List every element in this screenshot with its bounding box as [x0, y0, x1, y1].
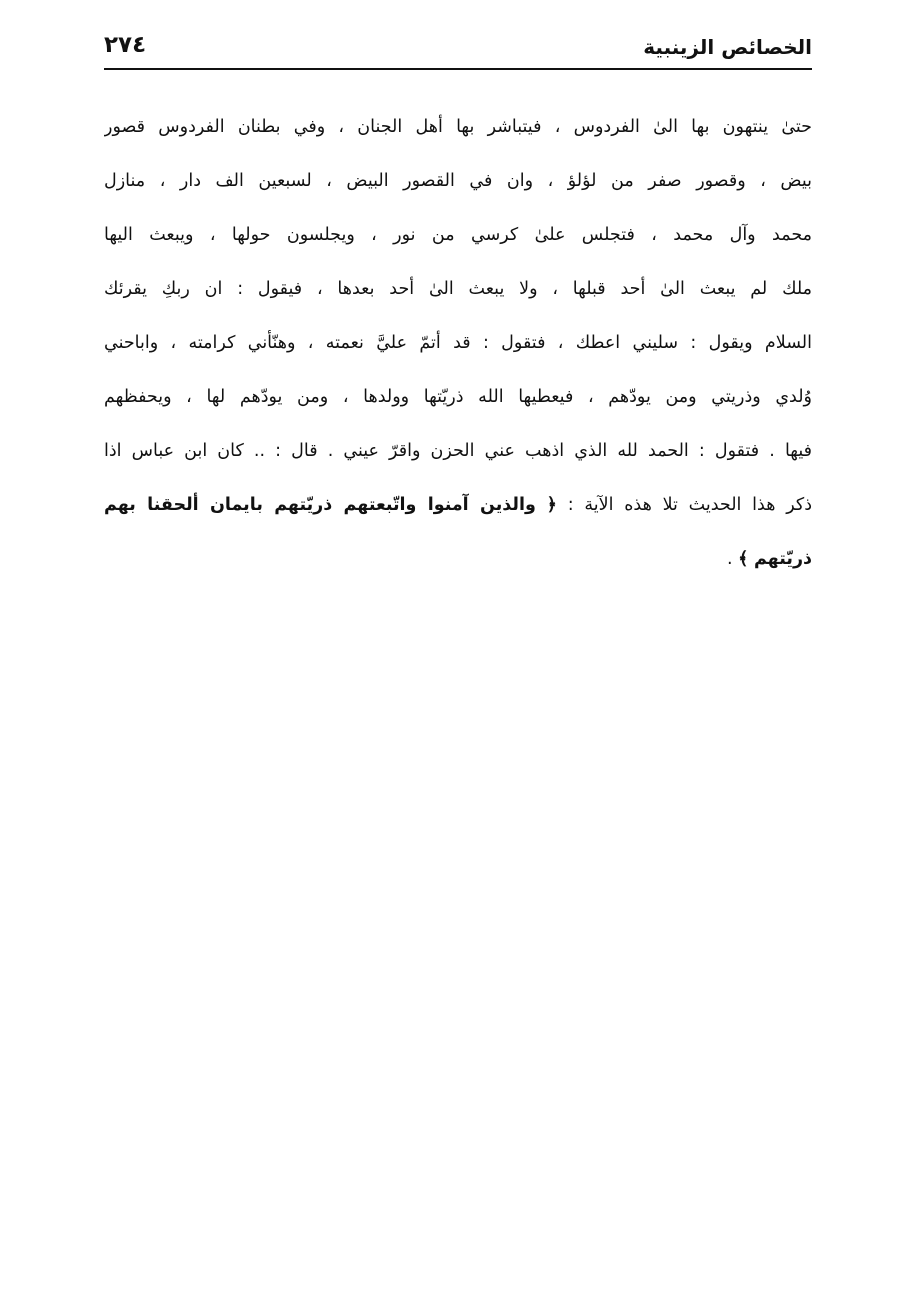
verse-intro: ذكر هذا الحديث تلا هذه الآية :: [567, 495, 812, 515]
quran-verse: والذين آمنوا واتّبعتهم ذريّتهم بايمان ألحقنا بهم: [104, 495, 536, 515]
text-line: فيها . فتقول : الحمد لله الذي اذهب عني الحزن واقرّ عيني . قال : .. كان ابن عباس اذا: [104, 441, 812, 461]
text-line: حتىٰ ينتهون بها الىٰ الفردوس ، فيتباشر بها أهل الجنان ، وفي بطنان الفردوس قصور: [104, 117, 812, 137]
page-number: ٢٧٤: [104, 32, 147, 58]
text-line: بيض ، وقصور صفر من لؤلؤ ، وان في القصور البيض ، لسبعين الف دار ، منازل: [104, 171, 812, 191]
text-line: محمد وآل محمد ، فتجلس علىٰ كرسي من نور ، ويجلسون حولها ، ويبعث اليها: [104, 225, 812, 245]
text-line: السلام ويقول : سليني اعطك ، فتقول : قد أتمّ عليَّ نعمته ، وهنّأني كرامته ، واباحني: [104, 333, 812, 353]
header-rule: [104, 68, 812, 70]
text-line: ملك لم يبعث الىٰ أحد قبلها ، ولا يبعث الىٰ أحد بعدها ، فيقول : ان ربكِ يقرئك: [104, 279, 812, 299]
quran-open-bracket: ﴿: [546, 495, 557, 515]
end-period: .: [726, 549, 733, 569]
body-text: [104, 100, 812, 586]
text-line: وُلدي وذريتي ومن يودّهم ، فيعطيها الله ذريّتها وولدها ، ومن يودّهم لها ، ويحفظهم: [104, 387, 812, 407]
quran-verse-end: ذريّتهم: [753, 549, 812, 569]
quran-close-bracket: ﴾: [738, 549, 749, 569]
verse-line: [104, 478, 812, 532]
verse-end-line: [104, 532, 812, 586]
running-header: [104, 28, 812, 68]
book-title: الخصائص الزينبية: [643, 35, 812, 59]
